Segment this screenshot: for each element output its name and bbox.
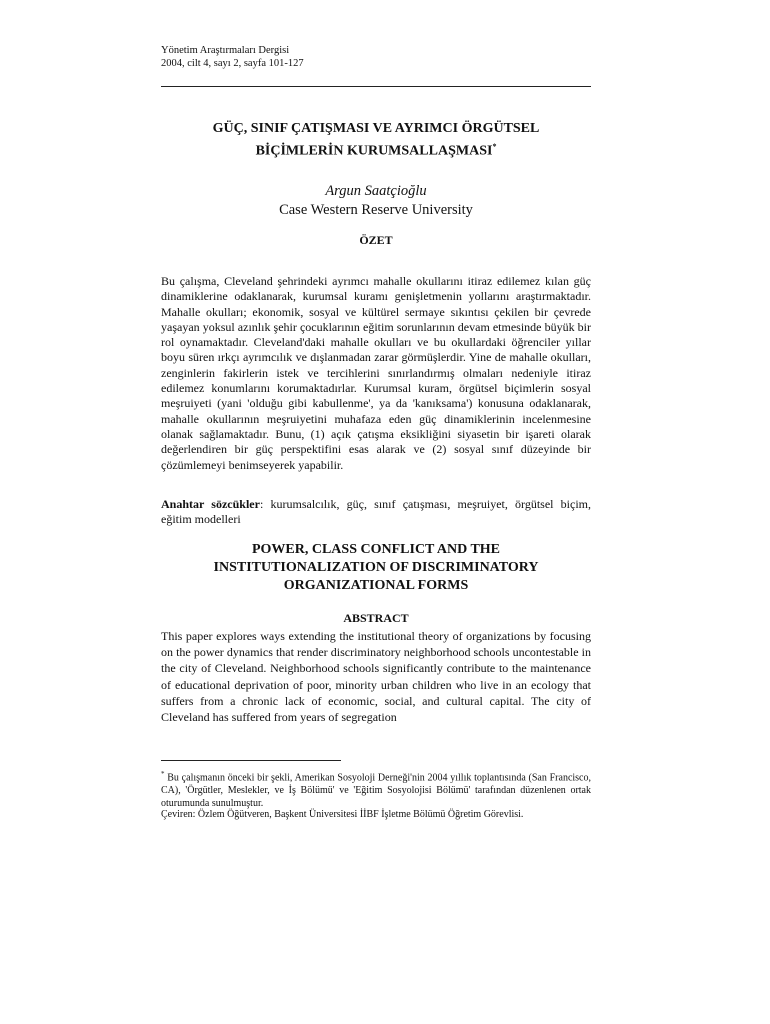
abstract-paragraph: This paper explores ways extending the institutional theory of organizations by focusing on the power dynamics that render discriminatory neighborhood schools uncontestable in the city of Cleveland. Neighborhood schools significantly contribute to the maintenance of educational deprivation of poor, minority urban children who live in an ecology that suffers from a chronic lack of economic, social, and cultural capital. The city of Cleveland has suffered from years of segregation bbox=[161, 629, 591, 725]
ozet-heading: ÖZET bbox=[359, 233, 393, 247]
english-title-line-2: INSTITUTIONALIZATION OF DISCRIMINATORY bbox=[213, 560, 539, 575]
turkish-title-line-2 bbox=[161, 138, 591, 161]
turkish-title-line-2-text: BİÇİMLERİN KURUMSALLAŞMASI bbox=[255, 143, 493, 159]
keywords-label: Anahtar sözcükler bbox=[161, 497, 260, 511]
footnote-1-text: Bu çalışmanın önceki bir şekli, Amerikan Sosyoloji Derneği'nin 2004 yıllık toplantısında (San Francisco, CA), 'Örgütler, Meslekler, ve İş Bölümü' ve 'Eğitim Sosyolojisi Bölümü' tarafından düzenlenen ortak oturumunda sunulmuştur. bbox=[161, 772, 591, 810]
header-rule bbox=[161, 86, 591, 87]
keywords bbox=[161, 497, 591, 528]
footnote-1-marker: * bbox=[161, 770, 165, 778]
footnote-1 bbox=[161, 768, 591, 810]
ozet-paragraph: Bu çalışma, Cleveland şehrindeki ayrımcı mahalle okullarını itiraz edilemez kılan güç dinamiklerine odaklanarak, kurumsal kuramı genişletmenin yollarını araştırmaktadır. Mahalle okulları; ekonomik, sosyal ve kültürel sermaye sıkıntısı çekilen bir çevrede yaşayan yoksul azınlık şehir çocuklarının eğitim sorunlarının devam etmesinde büyük bir rol oynamaktadır. Cleveland'daki mahalle okulları ve bu okullardaki öğrenciler yıllar boyu süren ırkçı ayrımcılık ve dışlanmadan zarar görmüşlerdir. Yine de mahalle okulları, zenginlerin fakirlerin istek ve tercihlerini sınırlandırmış olmaları nedeniyle itiraz edilemez konumlarını korumaktadırlar. Kurumsal kuram, örgütsel biçimlerin sosyal meşruiyeti (yani 'olduğu gibi kabullenme', ya da 'kanıksama') konusuna odaklanarak, mahalle okullarının meşruiyetini muhafaza eden güç dinamiklerinin incelenmesine olanak sağlamaktadır. Bunu, (1) açık çatışma eksikliğini siyasetin bir işareti olarak değerlendiren bir güç perspektifini esas alarak ve (2) sosyal sınıf düzeyinde bir çözümlemeyi benimseyerek yapabilir. bbox=[161, 274, 591, 472]
journal-header bbox=[161, 44, 304, 70]
journal-name: Yönetim Araştırmaları Dergisi bbox=[161, 45, 290, 56]
abstract-heading: ABSTRACT bbox=[343, 611, 409, 625]
title-footnote-marker[interactable]: * bbox=[492, 142, 497, 151]
footnote-2: Çeviren: Özlem Öğütveren, Başkent Üniversitesi İİBF İşletme Bölümü Öğretim Görevlisi. bbox=[161, 809, 524, 820]
author-affiliation: Case Western Reserve University bbox=[279, 202, 473, 218]
journal-issue: 2004, cilt 4, sayı 2, sayfa 101-127 bbox=[161, 58, 304, 69]
author-name: Argun Saatçioğlu bbox=[325, 183, 427, 199]
footnote-rule bbox=[161, 760, 341, 761]
turkish-title-line-1: GÜÇ, SINIF ÇATIŞMASI VE AYRIMCI ÖRGÜTSEL bbox=[212, 121, 540, 136]
keywords-text: : kurumsalcılık, güç, sınıf çatışması, meşruiyet, örgütsel biçim, eğitim modelleri bbox=[161, 497, 591, 527]
english-title bbox=[161, 541, 591, 595]
english-title-line-1: POWER, CLASS CONFLICT AND THE bbox=[251, 542, 501, 557]
english-title-line-3: ORGANIZATIONAL FORMS bbox=[283, 578, 469, 593]
turkish-title bbox=[161, 120, 591, 161]
